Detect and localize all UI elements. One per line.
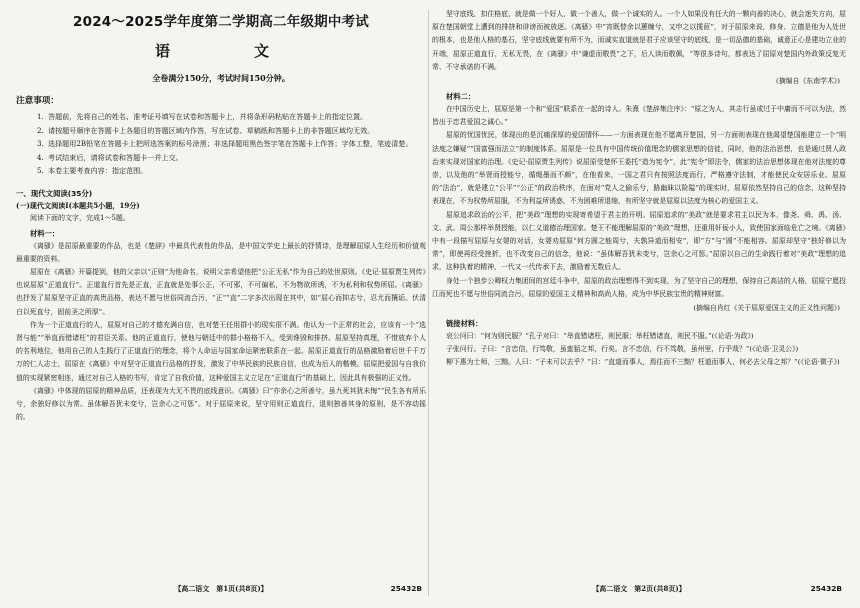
source-citation: (摘编自肖红《关于屈原爱国主义的正义性问题》) (693, 304, 840, 313)
link-material: 哀公问曰：“何为则民服？”孔子对曰：“举直错诸枉，则民服；举枉错诸直，则民不服。”(《论语·为政》) (446, 332, 754, 341)
link-material: 子张问行。子曰：“言忠信，行笃敬，虽蛮貊之邦，行矣。言不忠信，行不笃敬，虽州里，行乎哉？”(《论语·卫灵公》) (446, 345, 799, 354)
passage-paragraph: 坚守底线，扣住格底，就是做一个好人，做一个善人，做一个诚实的人。一个人如果没有任大的一颗向善的决心，就会迷失方向，屈原在楚国朝堂上遭到的排挤和诽谤而被放逐。《离骚》中“宵既替余以蕙缠兮，又申之以揽茝”，对于屈原来说，修身、立德是他为人处世的根本，也是他人格的基石，坚守底线就要有所不为，而诚实直道就是君子应该坚守的底线，是一切品德的基础，诚意正心是建功立业的开端，屈原正道直行，无私无畏，在《离骚》中“谦虚而敬畏”之下，后人读而敬佩，“等很多诗句，都表达了屈原对楚国内外政策反复无常、不守承诺的不满。 (432, 10, 846, 71)
material-2-label: 材料二： (446, 92, 476, 102)
passage-paragraph: 屈原在《离骚》开篇提到，他的父亲以“正则”为他命名，说明父亲希望他把“公正无私”作为自己的处世原则。《史记·屈原贾生列传》也说屈原“正道直行”。正道直行首先是正直，正直就是处事公正，不可邪，不可偏私，不为物欲所诱，不为私利和权势所屈。《离骚》也抒发了屈原坚守正直的高贵品格，表达不愿与世俗同流合污，“正”“直”二字多次出现在其中，如“屈心而抑志兮，忍尤而攘诟。伏清白以死直兮，固前圣之所厚”。 (16, 267, 426, 316)
subject-title: 语 文 (154, 42, 287, 60)
passage-paragraph: 在中国历史上，屈原是第一个和“爱国”联系在一起的诗人。朱熹《楚辞集注序》：“原之为人，其志行虽或过于中庸而不可以为法，然皆出于忠君爱国之诚心。” (432, 105, 846, 127)
notes-list (16, 110, 426, 178)
page-footer (16, 584, 426, 596)
page-divider (428, 10, 429, 596)
note-item: 5. 本卷主要考查内容：指定范围。 (46, 164, 426, 178)
passage-paragraph: 作为一个正道直行的人，屈原对自己的才德充满自信，也对楚王任用群小的现实很不满。他认为一个正常的社会，应该有一个“选贤与能”“举直而错诸枉”的君臣关系。他的正道直行，使他与朝廷中的群小格格不入，受到谗毁和排挤。屈原坚持真理，不惜放弃个人的名利地位，他用自己的人生践行了正道直行的理念，将个人命运与国家命运紧密联系在一起。屈原正道直行的品格激励着后世千千万万的仁人志士，屈原在《离骚》中对坚守正道直行品格的抒发，激发了中华民族的民族自信，也成为后人的楷模。屈原把爱国与自我价值的实现紧密相连，通过对自己人格的书写，肯定了自我价值，这种爱国主义立足在“正道直行”的基础上，因此具有极强的正义性。 (16, 320, 426, 382)
passage-paragraph: 《离骚》中体现的屈原的精神品质，还表现为大无不畏的底线意识。《离骚》曰“亦余心之所善兮，虽九死其犹未悔”“民生各有所乐兮，余独好修以为常。虽体解吾犹未变兮，岂余心之可惩”。对于屈原来说，坚守用则正道直行，退则独善其身的原则，是不容动摇的。 (16, 386, 426, 422)
note-item: 3. 选择题用2B铅笔在答题卡上把所选答案的标号涂黑；非选择题用黑色签字笔在答题卡上作答；字体工整，笔迹清楚。 (46, 137, 426, 151)
page-number: 【高二语文 第1页(共8页)】 (174, 584, 268, 593)
note-item: 1. 答题前，先将自己的姓名、准考证号填写在试卷和答题卡上，并将条形码粘贴在答题卡上的指定位置。 (46, 110, 426, 124)
links-label: 链接材料： (446, 319, 483, 329)
reading-instruction: 阅读下面的文字，完成1～5题。 (30, 214, 130, 222)
section-heading: 一、现代文阅读(35分) (16, 188, 93, 198)
exam-code: 25432B (390, 584, 422, 593)
score-info: 全卷满分150分，考试时间150分钟。 (152, 73, 290, 83)
notes-heading: 注意事项： (16, 96, 59, 106)
link-material: 柳下惠为士师，三黜。人曰：“子未可以去乎？”曰：“直道而事人，焉往而不三黜？枉道而事人，何必去父母之邦？”(《论语·微子》) (446, 358, 840, 367)
passage-paragraph: 屈原的忧国忧民，体现出的是沉痛深厚的爱国情怀——一方面表现在他不愿离开楚国，另一方面则表现在他渴望楚国能建立一个“明法度之嫌疑”“国富强而法立”的制度体系。屈原是一位具有中国传统价值理念的儒家思想的信徒，同时，他的法治思想，也是通过贤人政治来实现对国家的治理。《史记·屈原贾生列传》说屈原受楚怀王委托“造为宪令”，此“宪令”即法令，儒家的法治思想体现在他对法度的尊崇，以及他的“举贤而授能兮，循绳墨而不颇”，在他看来，一国之君只有按照法度而行，严格遵守法制，才能使民众安居乐业。屈原的“法治”，就是建立“公平”“公正”的政治秩序，在面对“党人之偷乐兮，路幽昧以险隘”的现实时，屈原依然坚持自己的信念，这种坚持表现在，不为权势所屈服，不为利益所诱惑，不为困难所退缩，有所坚守就是屈原以法度为核心的爱国主义。 (432, 131, 846, 206)
source-citation: (摘编自《东南学术》) (776, 77, 840, 86)
material-1-label: 材料一： (30, 228, 60, 238)
page-footer (432, 584, 846, 596)
note-item: 2. 请按题号顺序在答题卡上各题目的答题区域内作答，写在试卷、草稿纸和答题卡上的非答题区域均无效。 (46, 124, 426, 138)
subsection-heading: (一)现代文阅读Ⅰ(本题共5小题，19分) (16, 200, 140, 210)
exam-title: 2024～2025学年度第二学期高二年级期中考试 (73, 14, 369, 30)
page-number: 【高二语文 第2页(共8页)】 (592, 584, 686, 593)
passage-paragraph: 身处一个独步公卿权力集团间的宫廷斗争中，屈原的政治理想得不到实现，为了坚守自己的理想，保持自己高洁的人格，屈原宁愿投江而死也不愿与世俗同流合污，屈原的爱国主义精神和高尚人格，成为中华民族宝贵的精神财富。 (432, 276, 846, 298)
exam-code: 25432B (810, 584, 842, 593)
note-item: 4. 考试结束后，请将试卷和答题卡一并上交。 (46, 151, 426, 165)
passage-paragraph: 屈原追求政治的公平，把“美政”理想的实现寄希望于君主的开明。屈原追求的“美政”就是要求君主以民为本，像尧、舜、禹、汤、文、武、周公那样举贤授能，以仁义道德治理国家。楚王不能理解屈原的“美政”理想，还重用奸佞小人，致使国家面临危亡之境。《离骚》中有一段描写屈原与女媭的对话，女媭劝屈原“何方圆之能周兮，夫孰异道而相安”，即“方”与“圆”不能相容。屈原却坚守“独好修以为常”，即使再经受挫折，也不改变自己的信念，他说：“虽体解吾犹未变兮，岂余心之可惩。”屈原以自己的生命践行着对“美政”理想的追求，这种执着的精神，一代又一代传承下去，激励着无数后人。 (432, 210, 846, 272)
page-2 (432, 8, 846, 600)
page-1 (16, 8, 426, 600)
passage-paragraph: 《离骚》是屈原最重要的作品，也是《楚辞》中最具代表性的作品，是中国文学史上最长的抒情诗，是理解屈原人生经历和价值观最重要的资料。 (16, 241, 426, 263)
